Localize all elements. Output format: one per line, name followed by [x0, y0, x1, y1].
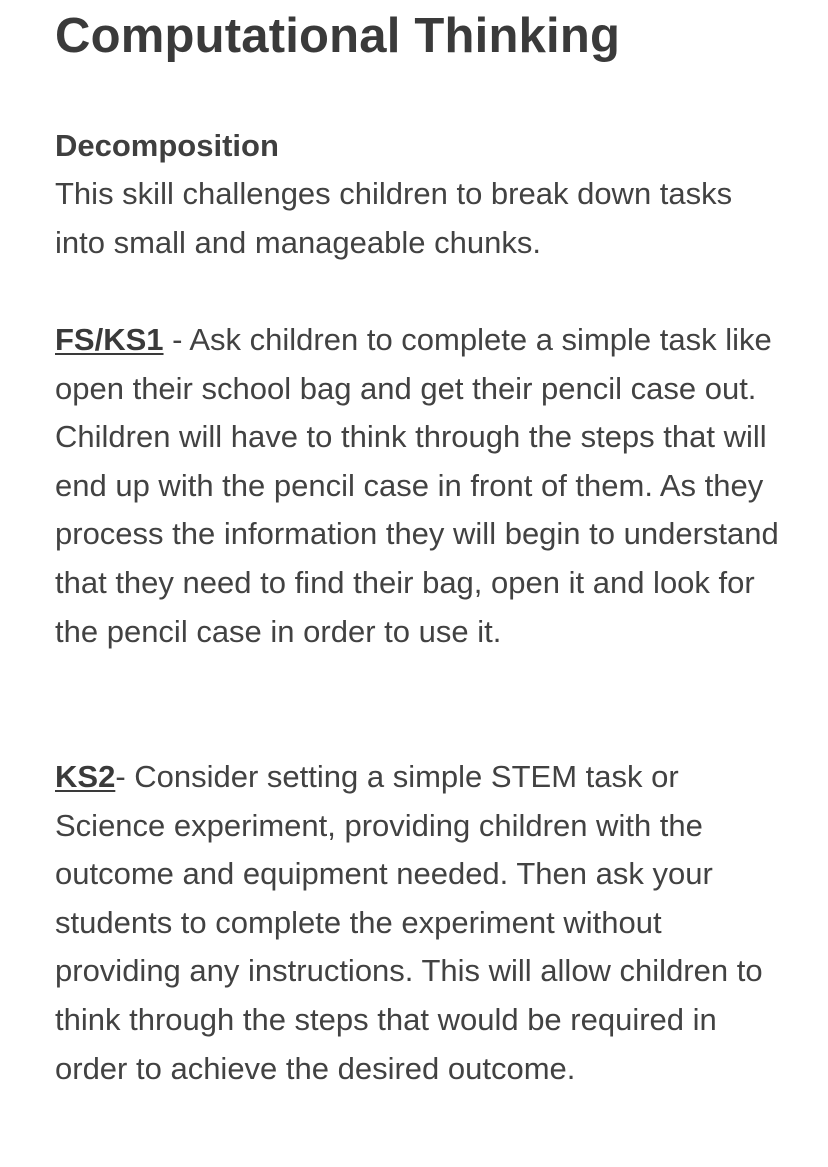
note-title: Computational Thinking — [55, 9, 621, 63]
ks2-text: - Consider setting a simple STEM task or Science experiment, providing children with the outcome and equipment needed. Then ask your students to complete the experiment without providing any instructions. This will allow children to think through the steps that would be required in order to achieve the desired outcome. — [55, 759, 763, 1086]
fs-ks1-text: - Ask children to complete a simple task like open their school bag and get their pencil case out. Children will have to think through the steps that will end up with the pencil case in front of them. As they process the information they will begin to understand that they need to find their bag, open it and look for the pencil case in order to use it. — [55, 322, 779, 649]
fs-ks1-paragraph — [55, 316, 785, 656]
fs-ks1-label: FS/KS1 — [55, 322, 164, 357]
section-heading-decomposition: Decomposition — [55, 128, 279, 163]
ks2-paragraph — [55, 753, 785, 1093]
intro-paragraph: This skill challenges children to break down tasks into small and manageable chunks. — [55, 176, 733, 260]
ks2-label: KS2 — [55, 759, 116, 794]
note-body — [55, 0, 785, 1086]
